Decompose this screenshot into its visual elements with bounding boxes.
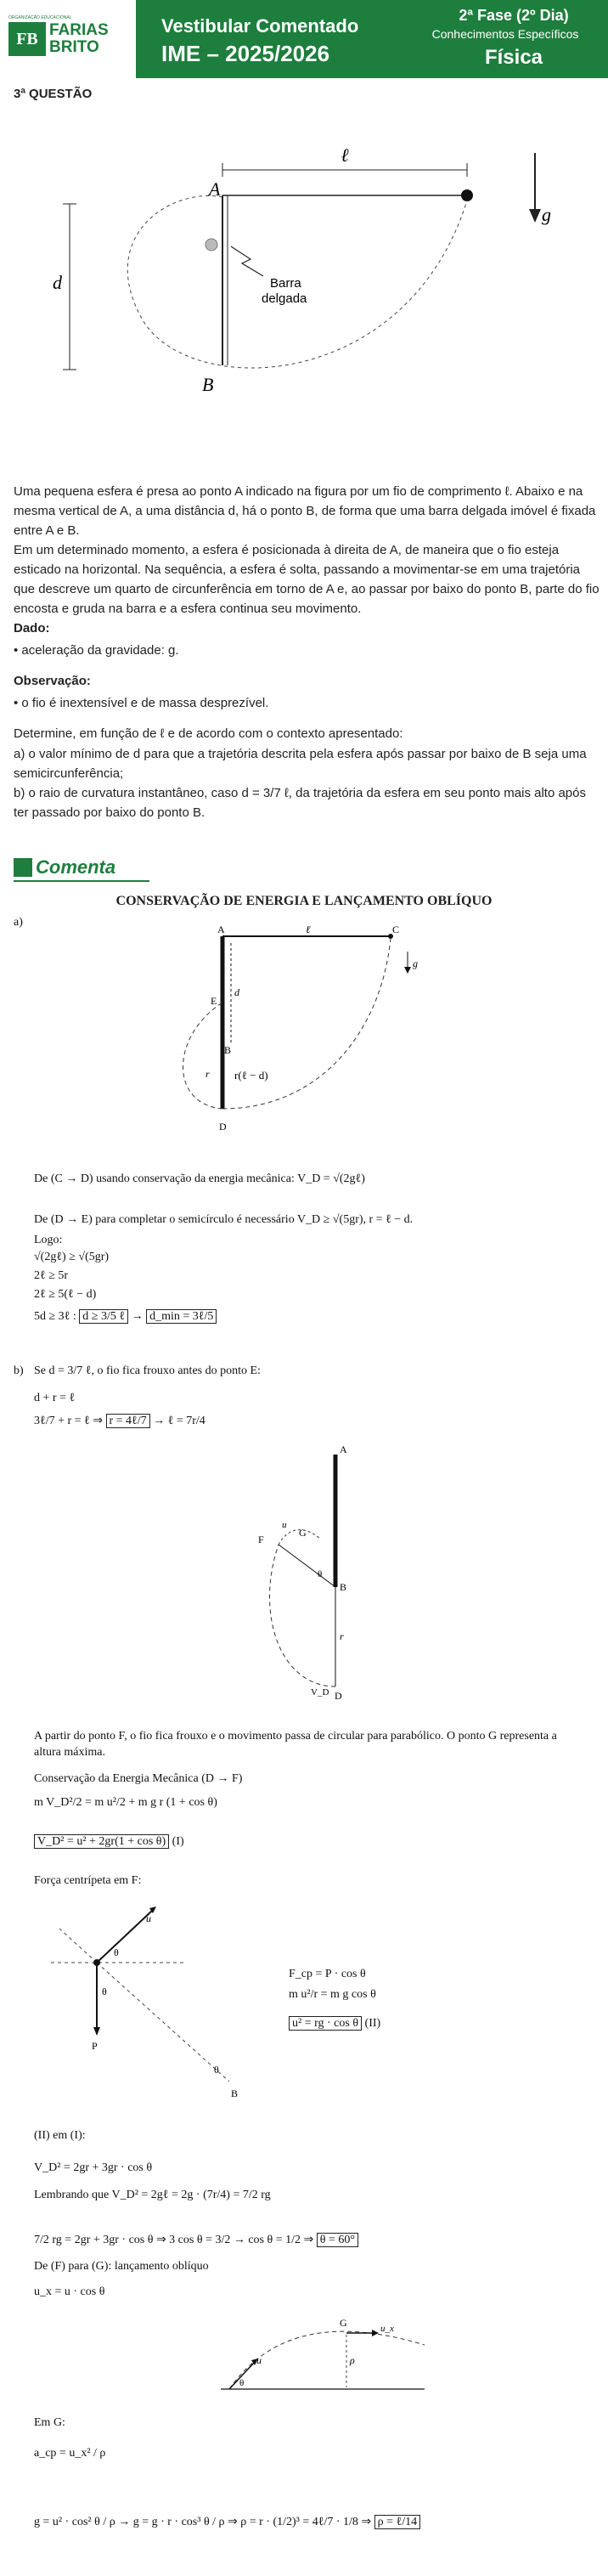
pa-r: r <box>205 1068 210 1080</box>
fbd-theta-1: θ <box>102 1986 107 1997</box>
comenta-brand <box>14 856 115 878</box>
question-figure <box>0 119 608 408</box>
part-a-label: a) <box>14 916 23 929</box>
comenta-label: Comenta <box>36 856 116 878</box>
pb-energy-eq: m V_D²/2 = m u²/2 + m g r (1 + cos θ) <box>34 1796 217 1809</box>
given-label: Dado: <box>14 621 50 636</box>
question-paragraph-2: Em um determinado momento, a esfera é posicionada à direita de A, de maneira que o fio esteja esticado na horizontal. Na sequência, a esfera é solta, passando a movimentar-se em uma trajetória que descreve um quarto de circunferência em torno de A e, ao passar por baixo do ponto B, parte do fio encosta e gruda na barra e a esfera continua seu movimento. <box>14 543 600 616</box>
sphere <box>461 189 473 201</box>
exam-title: Vestibular Comentado <box>161 15 359 37</box>
pb-theta: θ <box>318 1569 323 1579</box>
pb-sub-title: (II) em (I): <box>34 2129 86 2142</box>
pb-final-box: ρ = ℓ/14 <box>374 2515 420 2529</box>
pb-eq-1: d + r = ℓ <box>34 1392 76 1404</box>
given-item: • aceleração da gravidade: g. <box>14 643 179 658</box>
fcp-tag: (II) <box>364 2017 381 2030</box>
pa-eq-4-box-1: d ≥ 3/5 ℓ <box>79 1309 128 1324</box>
pb-r: r <box>340 1630 344 1642</box>
fig-label-g: g <box>542 204 551 225</box>
pa-E: E <box>211 995 217 1007</box>
pa-g: g <box>413 958 418 969</box>
pa-eq-1: √(2gℓ) ≥ √(5gr) <box>34 1251 110 1263</box>
pb-centripetal-title: Força centrípeta em F: <box>34 1874 142 1887</box>
pb-text-1: A partir do ponto F, o fio fica frouxo e o movimento passa de circular para parabólico. O ponto G representa a altura máxima. <box>34 1730 557 1759</box>
pb-u: u <box>282 1520 287 1530</box>
launch-ux: u_x <box>380 2324 394 2334</box>
pa-C: C <box>392 926 400 935</box>
fig-label-A: A <box>209 178 221 200</box>
question-paragraph-1: Uma pequena esfera é presa ao ponto A indicado na figura por um fio de comprimento ℓ. Abaixo e na mesma vertical de A, a uma distância d, há o ponto B, de forma que uma barra delgada imóvel é fixada entre A e B. <box>14 484 596 538</box>
pa-A: A <box>217 926 225 935</box>
pb-solve <box>34 2233 358 2247</box>
free-body-diagram <box>42 1903 263 2107</box>
pa-line-2: De (D → E) para completar o semicírculo é necessário V_D ≥ √(5gr), r = ℓ − d. <box>34 1213 414 1226</box>
launch-figure <box>204 2311 442 2404</box>
pb-eq-2 <box>34 1414 205 1428</box>
pa-eq-3: 2ℓ ≥ 5(ℓ − d) <box>34 1288 97 1301</box>
pb-arc <box>270 1545 335 1686</box>
pa-r-l-d: r(ℓ − d) <box>234 1069 268 1082</box>
pa-arc-de <box>183 1003 223 1109</box>
pb-G: G <box>299 1527 307 1539</box>
bar-label-1: Barra <box>270 276 301 291</box>
fcp-box: u² = rg · cos θ <box>289 2016 362 2031</box>
pb-energy-result <box>34 1835 184 1849</box>
fbd-u: u <box>146 1912 151 1924</box>
launch-rho: ρ <box>350 2354 355 2366</box>
observation-label: Observação: <box>14 674 91 688</box>
fig-label-d: d <box>53 272 62 293</box>
pb-B: B <box>340 1581 347 1593</box>
pb-F: F <box>258 1534 264 1545</box>
pb-VD: V_D <box>311 1687 329 1698</box>
pb-A: A <box>340 1444 347 1455</box>
pb-remember: Lembrando que V_D² = 2gℓ = 2g · (7r/4) = 7/2 rg <box>34 2189 271 2201</box>
pb-radius-f <box>279 1545 335 1587</box>
pa-eq-4 <box>34 1310 217 1324</box>
part-b-label: b) <box>14 1364 24 1377</box>
logo-line-2: BRITO <box>49 38 99 56</box>
launch-theta: θ <box>239 2378 245 2388</box>
pa-d: d <box>234 986 239 998</box>
figure-part-a <box>136 926 442 1138</box>
fig-label-B: B <box>202 374 214 395</box>
pb-eq-2-pre: 3ℓ/7 + r = ℓ ⇒ <box>34 1415 103 1427</box>
pb-acp: a_cp = u_x² / ρ <box>34 2447 106 2460</box>
pb-energy-box: V_D² = u² + 2gr(1 + cos θ) <box>34 1834 169 1849</box>
pa-arc-cd <box>222 938 391 1109</box>
fcp-2: m u²/r = m g cos θ <box>289 1988 376 2001</box>
logo-org-text: ORGANIZAÇÃO EDUCACIONAL <box>8 15 72 20</box>
fbd-B: B <box>231 2087 239 2099</box>
pa-line-1: De (C → D) usando conservação da energia mecânica: V_D = √(2gℓ) <box>34 1172 365 1185</box>
question-task: Determine, em função de ℓ e de acordo com o contexto apresentado: <box>14 726 403 741</box>
observation-item: • o fio é inextensível e de massa desprezível. <box>14 696 269 710</box>
figure-part-b <box>229 1444 399 1708</box>
pb-solve-text: 7/2 rg = 2gr + 3gr · cos θ ⇒ 3 cos θ = 3/2 → cos θ = 1/2 ⇒ <box>34 2234 314 2246</box>
logo-mark: FB <box>8 22 46 56</box>
pa-eq-4-box-2: d_min = 3ℓ/5 <box>146 1309 217 1324</box>
fig-label-l: ℓ <box>341 144 349 166</box>
pb-energy-tag: (I) <box>172 1835 184 1848</box>
fcp-result <box>289 2017 380 2031</box>
pa-D: D <box>219 1121 227 1133</box>
pb-intro: Se d = 3/7 ℓ, o fio fica frouxo antes do ponto E: <box>34 1364 261 1377</box>
fbd-P: P <box>92 2040 98 2052</box>
launch-u: u <box>256 2354 262 2366</box>
pa-eq-2: 2ℓ ≥ 5r <box>34 1269 69 1282</box>
question-title: 3ª QUESTÃO <box>14 87 93 101</box>
comenta-icon <box>14 858 32 877</box>
bar-pointer <box>231 246 263 276</box>
pa-B: B <box>224 1044 232 1056</box>
bar-label-2: delgada <box>262 291 307 306</box>
fbd-string-line <box>97 1963 229 2082</box>
pa-eq-4-arrow: → <box>131 1310 144 1323</box>
sphere-position <box>205 239 217 251</box>
pb-final <box>34 2515 420 2529</box>
fbd-theta-2: θ <box>114 1946 119 1958</box>
pb-em-g: Em G: <box>34 2416 65 2429</box>
fbd-theta-3: θ <box>214 2064 219 2076</box>
fcp-1: F_cp = P · cos θ <box>289 1968 366 1980</box>
exam-area: Conhecimentos Específicos <box>431 27 579 41</box>
pb-final-text: g = u² · cos² θ / ρ → g = g · r · cos³ θ / ρ ⇒ ρ = r · (1/2)³ = 4ℓ/7 · 1/8 ⇒ <box>34 2516 372 2528</box>
pb-solve-box: θ = 60° <box>317 2233 358 2247</box>
pa-eq-4-pre: 5d ≥ 3ℓ : <box>34 1310 76 1323</box>
comenta-divider <box>14 880 149 882</box>
solution-title: CONSERVAÇÃO DE ENERGIA E LANÇAMENTO OBLÍQUO <box>115 894 493 908</box>
exam-phase: 2ª Fase (2º Dia) <box>459 7 569 24</box>
logo-name <box>49 22 109 56</box>
pa-logo: Logo: <box>34 1234 63 1246</box>
launch-G: G <box>340 2317 347 2329</box>
pb-sub-eq: V_D² = 2gr + 3gr · cos θ <box>34 2161 153 2174</box>
pb-ux: u_x = u · cos θ <box>34 2285 105 2298</box>
exam-subtitle: IME – 2025/2026 <box>161 41 330 66</box>
pb-energy-title: Conservação da Energia Mecânica (D → F) <box>34 1772 243 1785</box>
pb-eq-2-post: → ℓ = 7r/4 <box>153 1415 205 1427</box>
pb-eq-2-box: r = 4ℓ/7 <box>106 1414 150 1428</box>
pa-l: ℓ <box>306 926 311 935</box>
question-item-a: a) o valor mínimo de d para que a trajetória descrita pela esfera após passar por baixo de B seja uma semicircunferência; <box>14 747 587 781</box>
logo-line-1: FARIAS <box>49 21 109 39</box>
exam-subject: Física <box>484 46 543 69</box>
pb-D: D <box>335 1690 342 1702</box>
velocity-vector <box>97 1910 153 1963</box>
question-item-b: b) o raio de curvatura instantâneo, caso d = 3/7 ℓ, da trajetória da esfera em seu ponto mais alto após ter passado por baixo do ponto B. <box>14 786 586 820</box>
pb-launch-title: De (F) para (G): lançamento oblíquo <box>34 2260 209 2273</box>
